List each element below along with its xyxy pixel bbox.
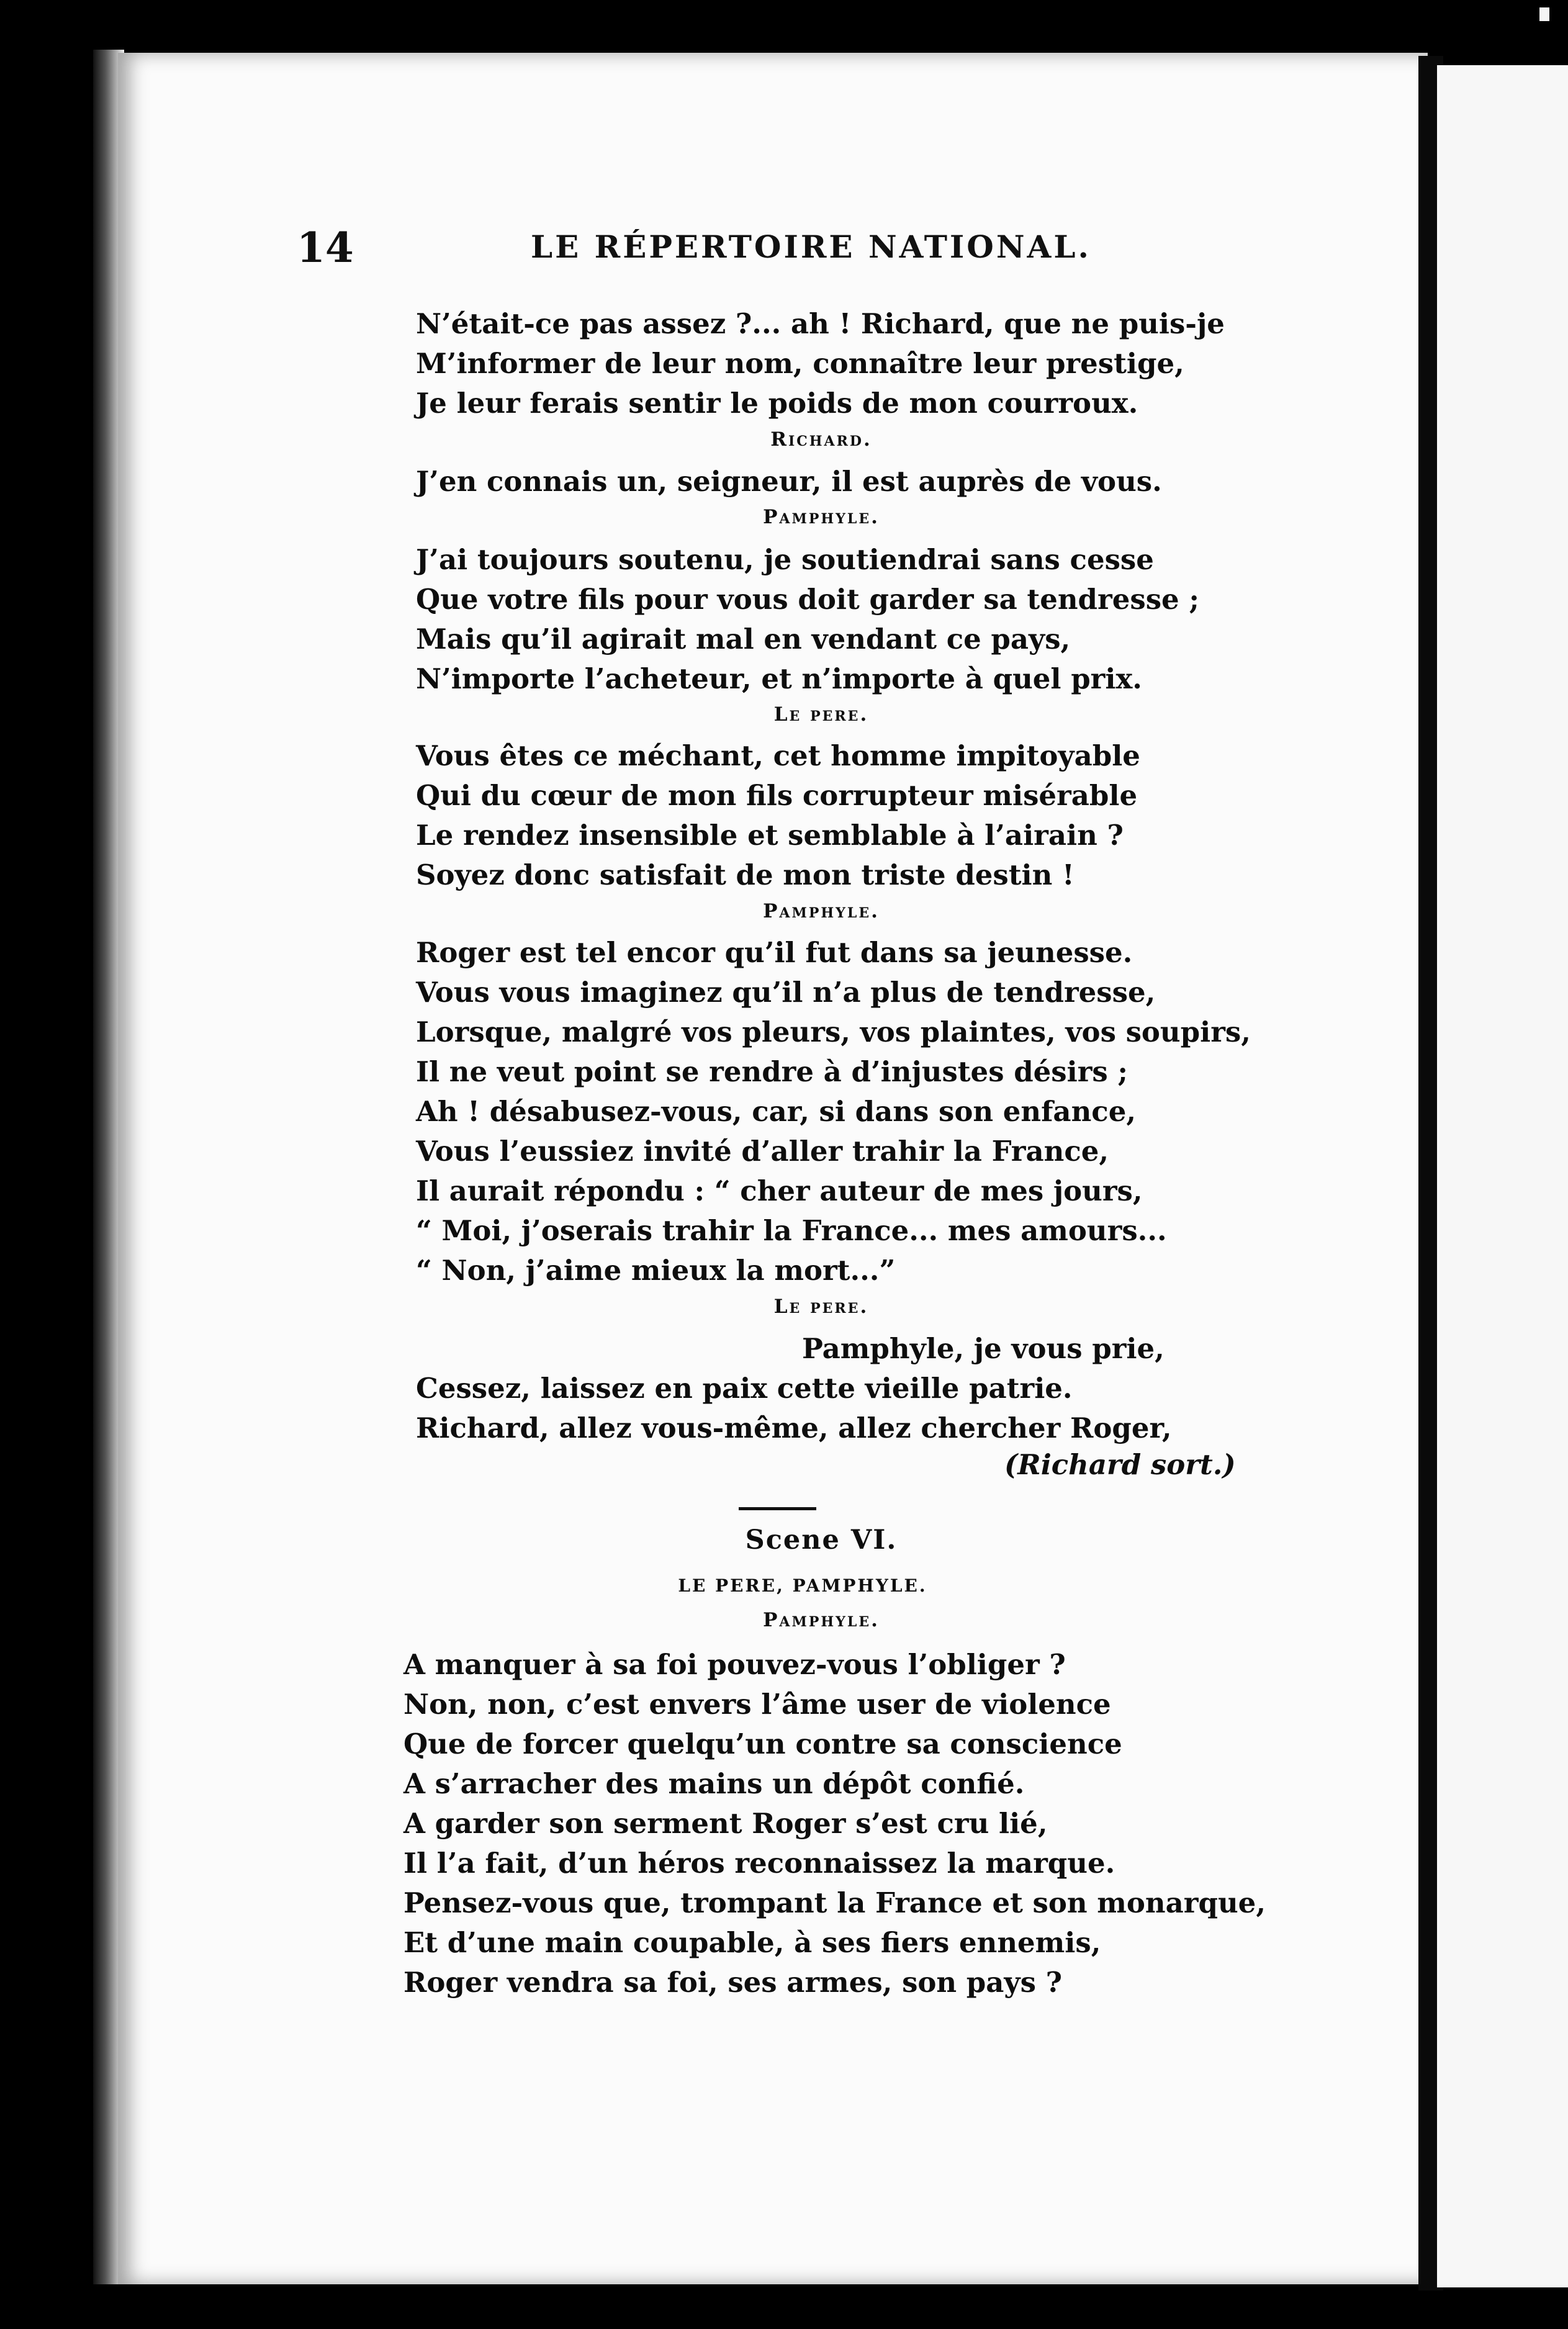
speaker-name: Pamphyle. (763, 900, 880, 922)
verse-line: Vous êtes ce méchant, cet homme impitoyable (416, 739, 1140, 772)
verse-line: Lorsque, malgré vos pleurs, vos plaintes, vos soupirs, (416, 1016, 1251, 1048)
verse-line: Que votre fils pour vous doit garder sa tendresse ; (416, 583, 1199, 616)
verse-line: Ah ! désabusez-vous, car, si dans son enfance, (416, 1095, 1137, 1128)
verse-line: Pensez-vous que, trompant la France et son monarque, (403, 1886, 1266, 1919)
scene-divider-rule (739, 1507, 816, 1510)
speaker-name: Le pere. (773, 703, 869, 726)
scene-characters: LE PERE, PAMPHYLE. (678, 1575, 927, 1596)
verse-line: Il ne veut point se rendre à d’injustes désirs ; (416, 1055, 1129, 1088)
verse-line: Vous l’eussiez invité d’aller trahir la France, (416, 1135, 1109, 1168)
verse-line: Qui du cœur de mon fils corrupteur misérable (416, 779, 1138, 812)
scene-title: Scene VI. (745, 1525, 898, 1556)
verse-line: Et d’une main coupable, à ses fiers ennemis, (403, 1926, 1101, 1959)
verse-line: A manquer à sa foi pouvez-vous l’obliger ? (403, 1648, 1066, 1681)
verse-line: “ Non, j’aime mieux la mort...” (416, 1254, 896, 1287)
verse-line: Le rendez insensible et semblable à l’airain ? (416, 819, 1124, 852)
verse-line: A s’arracher des mains un dépôt confié. (403, 1767, 1025, 1800)
verse-line: J’en connais un, seigneur, il est auprès de vous. (416, 465, 1162, 498)
verse-line: Roger vendra sa foi, ses armes, son pays ? (403, 1966, 1062, 1999)
verse-line: M’informer de leur nom, connaître leur prestige, (416, 347, 1184, 380)
verse-line: N’était-ce pas assez ?... ah ! Richard, que ne puis-je (416, 307, 1225, 340)
verse-line: Il l’a fait, d’un héros reconnaissez la marque. (403, 1847, 1115, 1880)
verse-line: N’importe l’acheteur, et n’importe à quel prix. (416, 662, 1142, 695)
verse-line: Roger est tel encor qu’il fut dans sa jeunesse. (416, 936, 1133, 969)
running-title: LE RÉPERTOIRE NATIONAL. (531, 228, 1091, 265)
speaker-name: Pamphyle. (763, 1609, 880, 1631)
speaker-name: Le pere. (773, 1295, 869, 1318)
verse-line: Il aurait répondu : “ cher auteur de mes jours, (416, 1174, 1143, 1207)
verse-line: Soyez donc satisfait de mon triste destin ! (416, 858, 1075, 891)
verse-line: Richard, allez vous-même, allez chercher Roger, (416, 1412, 1172, 1444)
scan-corner-mark (1539, 7, 1549, 21)
verse-line: Vous vous imaginez qu’il n’a plus de tendresse, (416, 976, 1156, 1009)
verse-line: Mais qu’il agirait mal en vendant ce pays, (416, 623, 1071, 655)
verse-line: Cessez, laissez en paix cette vieille patrie. (416, 1372, 1073, 1405)
verse-line: “ Moi, j’oserais trahir la France... mes amours... (416, 1214, 1167, 1247)
verse-line: Non, non, c’est envers l’âme user de violence (403, 1688, 1111, 1721)
page-header (0, 223, 1568, 272)
verse-line: Pamphyle, je vous prie, (802, 1332, 1165, 1365)
page-number: 14 (297, 223, 354, 272)
stage-direction: (Richard sort.) (1004, 1448, 1236, 1481)
verse-line: J’ai toujours soutenu, je soutiendrai sans cesse (416, 543, 1154, 576)
verse-line: Je leur ferais sentir le poids de mon courroux. (416, 387, 1138, 420)
speaker-name: Pamphyle. (763, 506, 880, 528)
speaker-name: Richard. (770, 428, 872, 451)
verse-line: A garder son serment Roger s’est cru lié, (403, 1807, 1048, 1840)
verse-line: Que de forcer quelqu’un contre sa conscience (403, 1728, 1122, 1760)
adjacent-page-edge (1437, 65, 1568, 2287)
